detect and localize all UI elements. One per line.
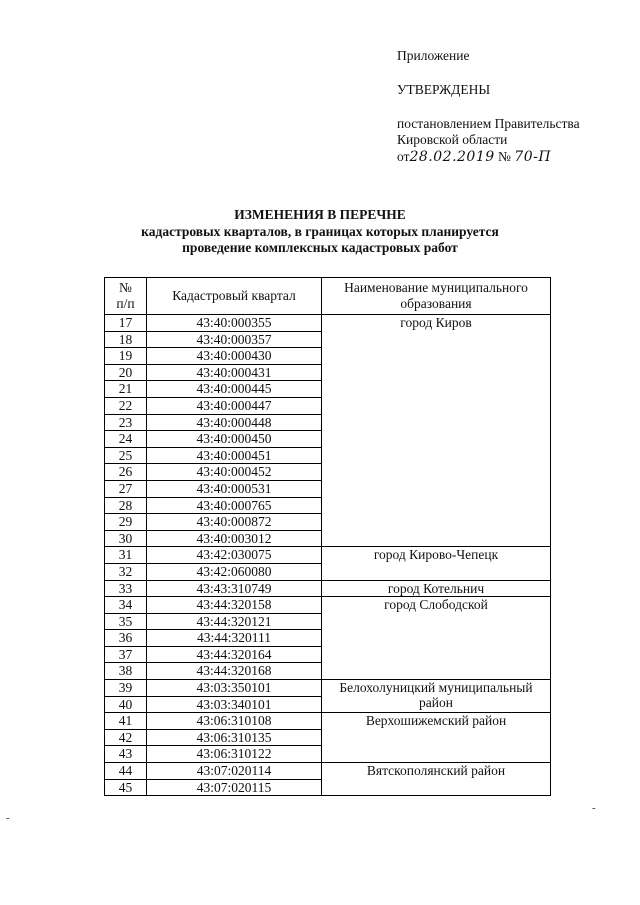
cadastral-quarter-cell: 43:40:000531 [147, 480, 322, 497]
cadastral-quarter-cell: 43:44:320168 [147, 663, 322, 680]
column-header-municipality-line-1: Наименование муниципального [344, 280, 528, 295]
decree-line-2: Кировской области [397, 132, 508, 147]
cadastral-quarter-cell: 43:40:000430 [147, 348, 322, 365]
cadastral-quarter-cell: 43:06:310135 [147, 729, 322, 746]
municipality-cell: Верхошижемский район [322, 713, 551, 763]
cadastral-quarter-cell: 43:44:320164 [147, 646, 322, 663]
row-number-cell: 17 [105, 315, 147, 332]
cadastral-quarter-cell: 43:40:000445 [147, 381, 322, 398]
row-number-cell: 30 [105, 530, 147, 547]
row-number-cell: 27 [105, 480, 147, 497]
cadastral-quarter-cell: 43:40:000357 [147, 331, 322, 348]
cadastral-quarter-cell: 43:07:020115 [147, 779, 322, 796]
approved-label: УТВЕРЖДЕНЫ [397, 82, 491, 97]
cadastral-quarter-cell: 43:40:000447 [147, 397, 322, 414]
document-subtitle-1: кадастровых кварталов, в границах которых планируется [141, 224, 499, 239]
cadastral-quarter-cell: 43:40:000355 [147, 315, 322, 332]
decree-line-1: постановлением Правительства [397, 116, 580, 131]
table-header-row [105, 278, 551, 315]
row-number-cell: 20 [105, 364, 147, 381]
row-number-cell: 33 [105, 580, 147, 597]
row-number-cell: 37 [105, 646, 147, 663]
row-number-cell: 24 [105, 431, 147, 448]
row-number-cell: 29 [105, 514, 147, 531]
document-title: ИЗМЕНЕНИЯ В ПЕРЕЧНЕ [234, 207, 406, 222]
row-number-cell: 40 [105, 696, 147, 713]
decree-date: 28.02.2019 [409, 149, 495, 165]
row-number-cell: 42 [105, 729, 147, 746]
cadastral-quarter-cell: 43:40:000872 [147, 514, 322, 531]
cadastral-quarter-cell: 43:07:020114 [147, 763, 322, 780]
page-edge-mark-right: - [592, 802, 596, 814]
row-number-cell: 45 [105, 779, 147, 796]
row-number-cell: 44 [105, 763, 147, 780]
municipality-cell: город Котельнич [322, 580, 551, 597]
number-label: № [498, 149, 511, 164]
row-number-cell: 35 [105, 613, 147, 630]
table-row [105, 580, 551, 597]
cadastral-quarter-cell: 43:40:000765 [147, 497, 322, 514]
cadastral-quarter-cell: 43:43:310749 [147, 580, 322, 597]
municipality-cell: город Кирово-Чепецк [322, 547, 551, 580]
table-row [105, 680, 551, 697]
row-number-cell: 23 [105, 414, 147, 431]
column-header-municipality [322, 278, 551, 315]
row-number-cell: 38 [105, 663, 147, 680]
cadastral-quarter-cell: 43:40:003012 [147, 530, 322, 547]
table-row [105, 547, 551, 564]
row-number-cell: 22 [105, 397, 147, 414]
cadastral-quarter-cell: 43:40:000448 [147, 414, 322, 431]
row-number-cell: 31 [105, 547, 147, 564]
cadastral-quarter-cell: 43:06:310122 [147, 746, 322, 763]
decree-date-line [397, 149, 551, 165]
table-row [105, 713, 551, 730]
municipality-cell: город Слободской [322, 597, 551, 680]
cadastral-quarter-cell: 43:44:320121 [147, 613, 322, 630]
column-header-number-line-2: п/п [116, 296, 135, 311]
table-body [105, 315, 551, 796]
appendix-label: Приложение [397, 48, 470, 63]
column-header-number [105, 278, 147, 315]
cadastral-quarter-cell: 43:40:000450 [147, 431, 322, 448]
cadastral-quarter-cell: 43:42:030075 [147, 547, 322, 564]
row-number-cell: 21 [105, 381, 147, 398]
table-row [105, 315, 551, 332]
municipality-cell: Вятскополянский район [322, 763, 551, 796]
row-number-cell: 32 [105, 563, 147, 580]
row-number-cell: 19 [105, 348, 147, 365]
cadastral-quarter-cell: 43:06:310108 [147, 713, 322, 730]
row-number-cell: 28 [105, 497, 147, 514]
document-subtitle-2: проведение комплексных кадастровых работ [182, 240, 458, 255]
municipality-cell: город Киров [322, 315, 551, 547]
row-number-cell: 25 [105, 447, 147, 464]
row-number-cell: 34 [105, 597, 147, 614]
row-number-cell: 43 [105, 746, 147, 763]
from-label: от [397, 149, 410, 164]
cadastral-quarter-cell: 43:44:320158 [147, 597, 322, 614]
cadastral-quarter-cell: 43:03:350101 [147, 680, 322, 697]
row-number-cell: 36 [105, 630, 147, 647]
decree-number: 70-П [514, 149, 552, 165]
row-number-cell: 18 [105, 331, 147, 348]
column-header-municipality-line-2: образования [400, 296, 472, 311]
page-edge-mark-left: - [6, 812, 10, 824]
table-row [105, 763, 551, 780]
cadastral-quarter-cell: 43:42:060080 [147, 563, 322, 580]
column-header-quarter: Кадастровый квартал [147, 278, 322, 315]
table-row [105, 597, 551, 614]
municipality-cell: Белохолуницкий муниципальный район [322, 680, 551, 713]
cadastral-quarter-cell: 43:03:340101 [147, 696, 322, 713]
cadastral-quarters-table [104, 277, 551, 796]
row-number-cell: 26 [105, 464, 147, 481]
cadastral-quarter-cell: 43:40:000451 [147, 447, 322, 464]
cadastral-quarter-cell: 43:40:000431 [147, 364, 322, 381]
cadastral-quarter-cell: 43:40:000452 [147, 464, 322, 481]
column-header-number-line-1: № [119, 280, 132, 295]
row-number-cell: 39 [105, 680, 147, 697]
cadastral-quarter-cell: 43:44:320111 [147, 630, 322, 647]
row-number-cell: 41 [105, 713, 147, 730]
